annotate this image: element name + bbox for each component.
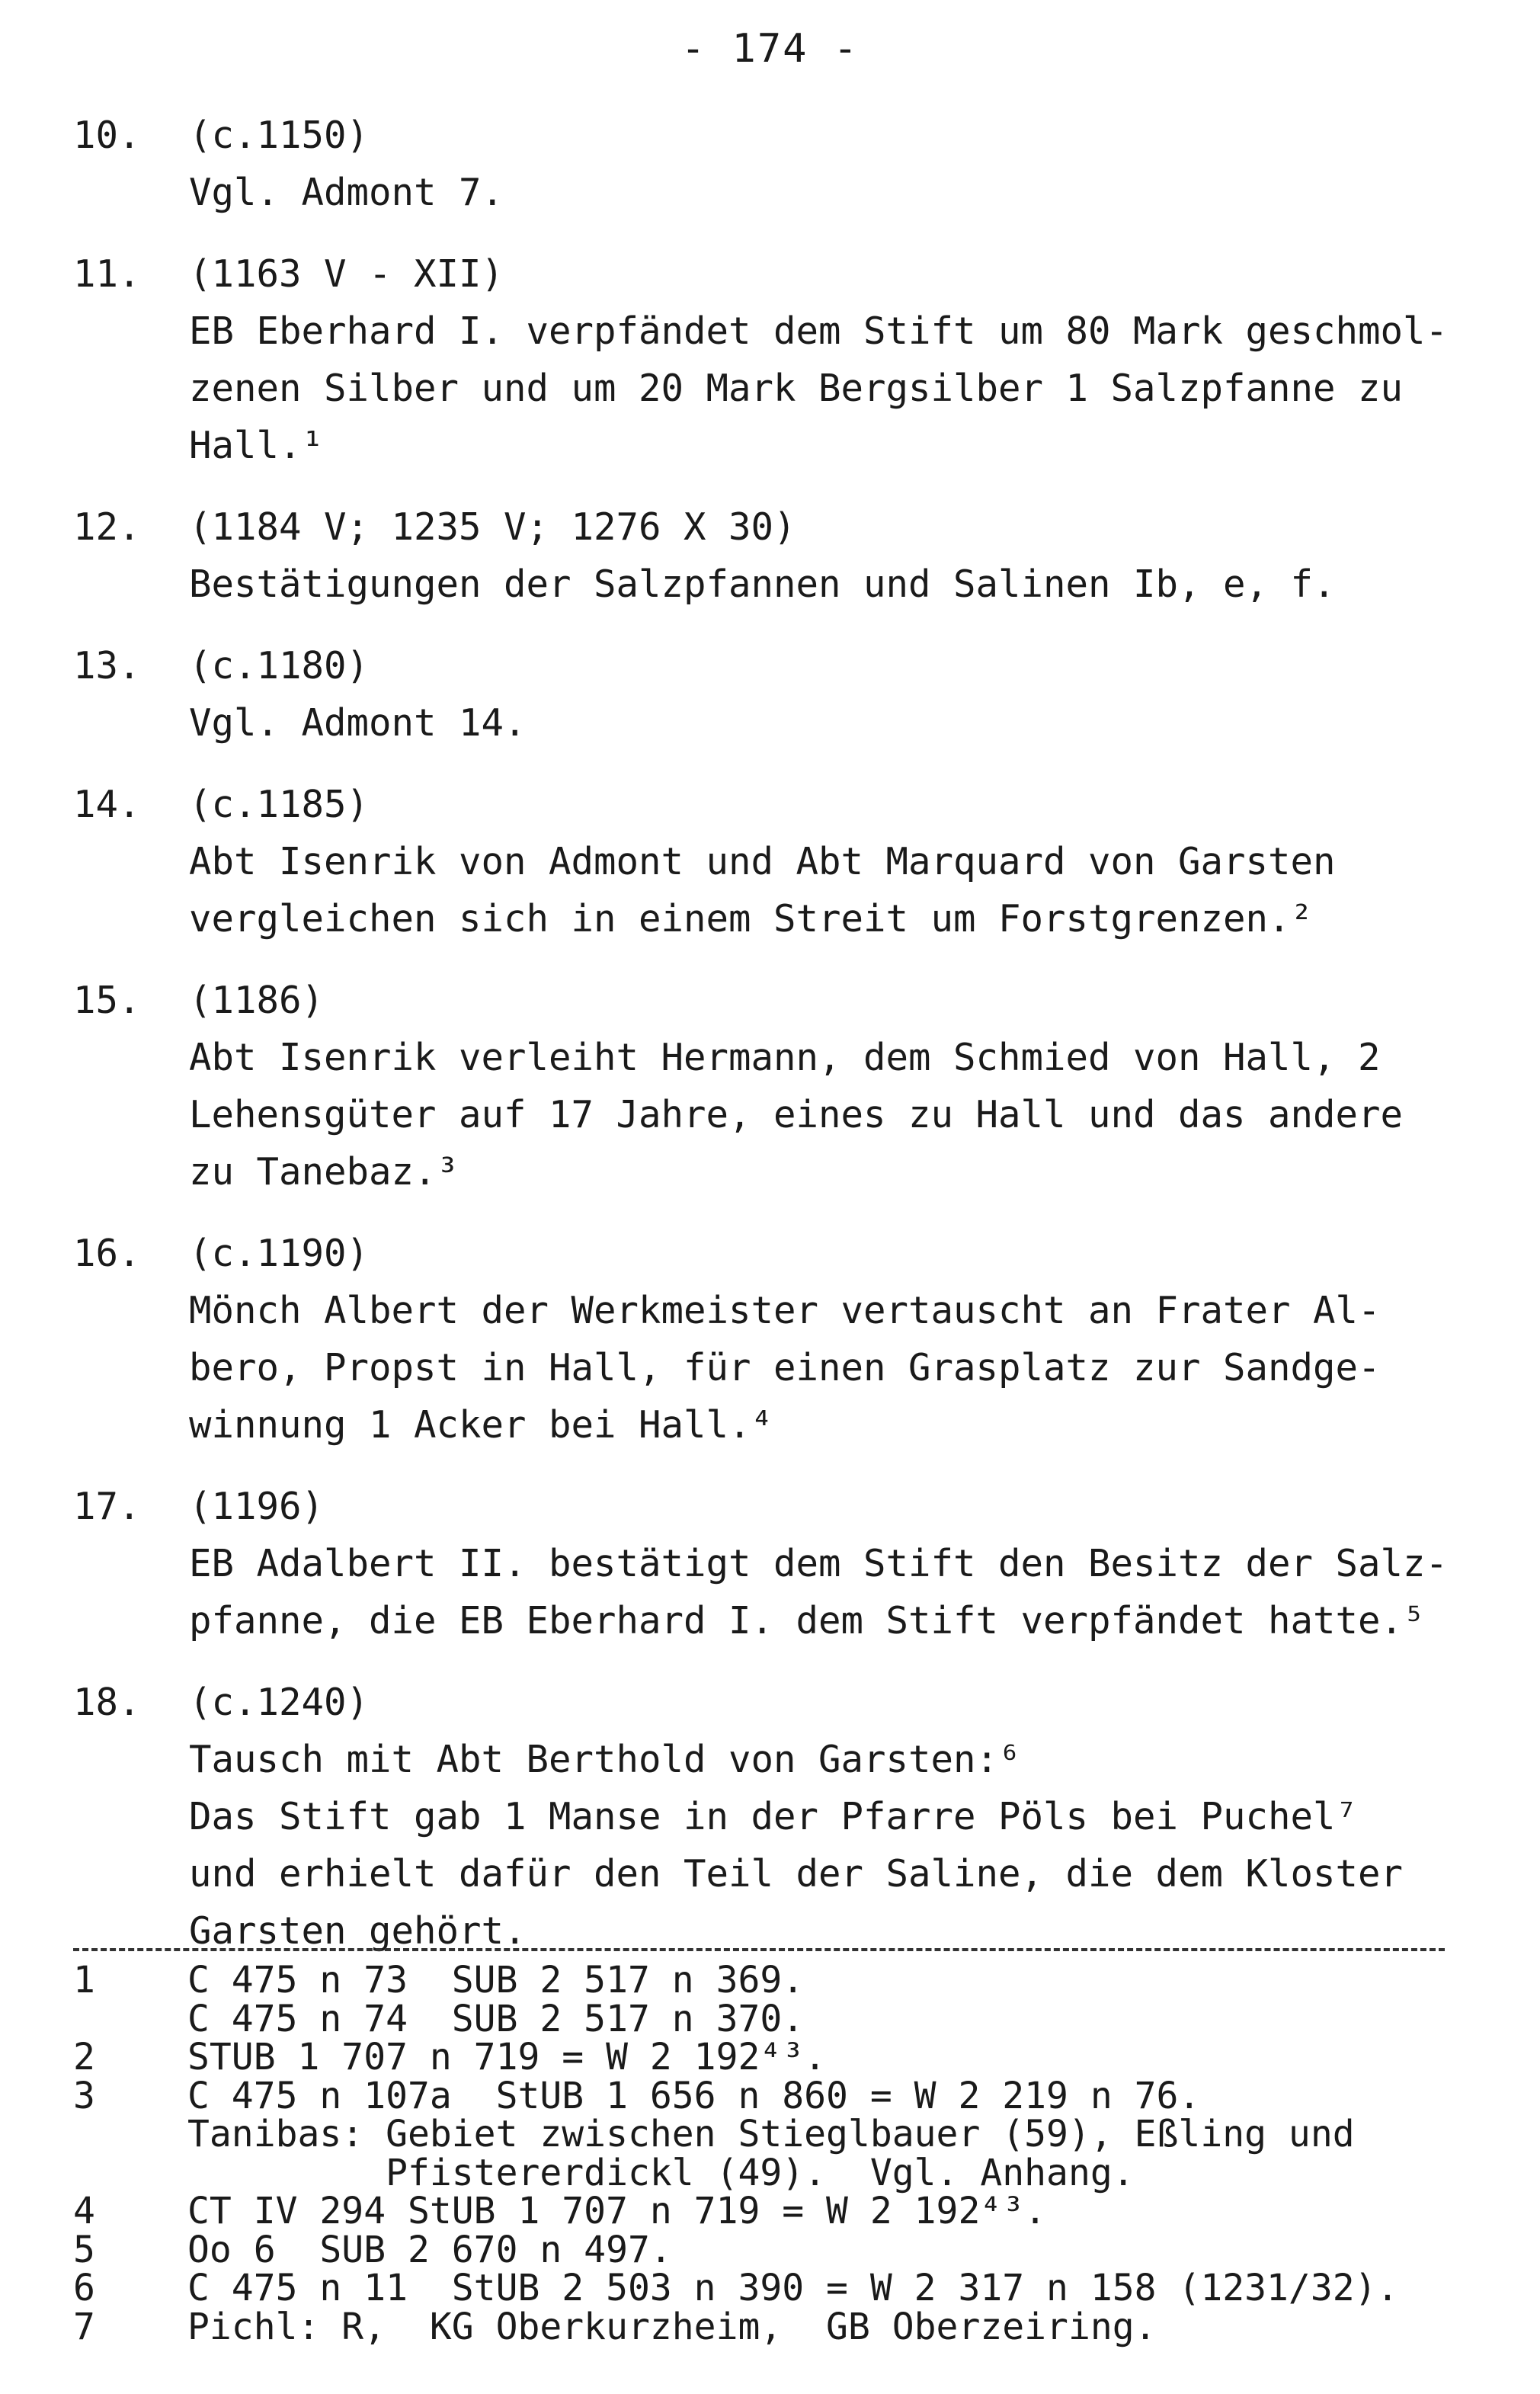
entry-text-line: Tausch mit Abt Berthold von Garsten:⁶ bbox=[189, 1738, 1021, 1781]
footnote-number: 7 bbox=[73, 2305, 95, 2348]
entry-number: 11. bbox=[73, 252, 141, 296]
entry bbox=[73, 107, 1506, 221]
entry-date: (c.1185) bbox=[189, 783, 370, 826]
footnote-line: CT IV 294 StUB 1 707 n 719 = W 2 192⁴³. bbox=[187, 2190, 1047, 2232]
footnote-number: 1 bbox=[73, 1959, 95, 2001]
entry-text-line: vergleichen sich in einem Streit um Forstgrenzen.² bbox=[189, 897, 1314, 941]
footnote-line: Pfistererdickl (49). Vgl. Anhang. bbox=[187, 2151, 1135, 2194]
entry bbox=[73, 1478, 1506, 1649]
footnote-line: C 475 n 74 SUB 2 517 n 370. bbox=[187, 1997, 805, 2040]
entry-text-line: EB Eberhard I. verpfändet dem Stift um 80 Mark geschmol- bbox=[189, 309, 1449, 353]
entry-text-line: Mönch Albert der Werkmeister vertauscht an Frater Al- bbox=[189, 1289, 1381, 1332]
footnote-line: C 475 n 107a StUB 1 656 n 860 = W 2 219 n 76. bbox=[187, 2074, 1201, 2117]
entry-text-line: Bestätigungen der Salzpfannen und Salinen Ib, e, f. bbox=[189, 562, 1336, 606]
entry-text-line: pfanne, die EB Eberhard I. dem Stift verpfändet hatte.⁵ bbox=[189, 1599, 1426, 1642]
entry-date: (1186) bbox=[189, 979, 325, 1022]
entry-text-line: Vgl. Admont 14. bbox=[189, 701, 527, 745]
entry-list bbox=[73, 107, 1506, 1984]
footnotes bbox=[73, 1961, 1506, 2346]
entry-number: 10. bbox=[73, 114, 141, 157]
entry-number: 16. bbox=[73, 1232, 141, 1275]
footnote-line: Tanibas: Gebiet zwischen Stieglbauer (59), Eßling und bbox=[187, 2113, 1355, 2155]
entry-text-line: Hall.¹ bbox=[189, 424, 325, 467]
footnote-number: 4 bbox=[73, 2190, 95, 2232]
footnote-line: C 475 n 11 StUB 2 503 n 390 = W 2 317 n 158 (1231/32). bbox=[187, 2267, 1399, 2309]
entry-date: (1184 V; 1235 V; 1276 X 30) bbox=[189, 505, 796, 549]
entry-number: 14. bbox=[73, 783, 141, 826]
entry-text-line: Abt Isenrik verleiht Hermann, dem Schmied von Hall, 2 bbox=[189, 1036, 1381, 1079]
entry-date: (1196) bbox=[189, 1485, 325, 1528]
entry-date: (c.1180) bbox=[189, 644, 370, 687]
entry bbox=[73, 1225, 1506, 1453]
footnote bbox=[73, 2269, 1506, 2308]
footnote-number: 3 bbox=[73, 2074, 95, 2117]
entry bbox=[73, 498, 1506, 613]
entry bbox=[73, 637, 1506, 752]
entry-text-line: EB Adalbert II. bestätigt dem Stift den Besitz der Salz- bbox=[189, 1542, 1449, 1585]
entry-text-line: und erhielt dafür den Teil der Saline, die dem Kloster bbox=[189, 1852, 1404, 1896]
entry-number: 13. bbox=[73, 644, 141, 687]
footnote-line: C 475 n 73 SUB 2 517 n 369. bbox=[187, 1959, 805, 2001]
entry bbox=[73, 972, 1506, 1200]
page-number: - 174 - bbox=[680, 26, 860, 72]
entry bbox=[73, 776, 1506, 947]
entry-number: 17. bbox=[73, 1485, 141, 1528]
entry-number: 12. bbox=[73, 505, 141, 549]
footnote-line: Oo 6 SUB 2 670 n 497. bbox=[187, 2228, 672, 2271]
entry-text-line: Garsten gehört. bbox=[189, 1909, 527, 1953]
entry-text-line: zenen Silber und um 20 Mark Bergsilber 1 Salzpfanne zu bbox=[189, 367, 1404, 410]
entry-date: (c.1240) bbox=[189, 1681, 370, 1724]
entry-date: (c.1190) bbox=[189, 1232, 370, 1275]
entry bbox=[73, 1674, 1506, 1960]
footnote-number: 2 bbox=[73, 2036, 95, 2078]
entry-text-line: zu Tanebaz.³ bbox=[189, 1150, 459, 1194]
entry-text-line: winnung 1 Acker bei Hall.⁴ bbox=[189, 1403, 774, 1447]
entry-date: (c.1150) bbox=[189, 114, 370, 157]
entry-text-line: Das Stift gab 1 Manse in der Pfarre Pöls bei Puchel⁷ bbox=[189, 1795, 1359, 1838]
entry-date: (1163 V - XII) bbox=[189, 252, 504, 296]
entry-number: 15. bbox=[73, 979, 141, 1022]
footnote-number: 6 bbox=[73, 2267, 95, 2309]
footnote bbox=[73, 2074, 1506, 2194]
footnote-divider bbox=[73, 1948, 1445, 1951]
footnote bbox=[73, 2192, 1506, 2231]
entry-text-line: Abt Isenrik von Admont und Abt Marquard von Garsten bbox=[189, 840, 1336, 883]
footnote-line: STUB 1 707 n 719 = W 2 192⁴³. bbox=[187, 2036, 827, 2078]
entry-text-line: Vgl. Admont 7. bbox=[189, 171, 504, 214]
entry-number: 18. bbox=[73, 1681, 141, 1724]
footnote bbox=[73, 1961, 1506, 2038]
footnote bbox=[73, 2038, 1506, 2077]
entry bbox=[73, 245, 1506, 474]
entry-text-line: bero, Propst in Hall, für einen Grasplatz zur Sandge- bbox=[189, 1346, 1381, 1389]
entry-text-line: Lehensgüter auf 17 Jahre, eines zu Hall und das andere bbox=[189, 1093, 1404, 1136]
footnote-number: 5 bbox=[73, 2228, 95, 2271]
footnote bbox=[73, 2305, 1506, 2348]
footnote-line: Pichl: R, KG Oberkurzheim, GB Oberzeiring. bbox=[187, 2305, 1157, 2348]
footnote bbox=[73, 2228, 1506, 2271]
